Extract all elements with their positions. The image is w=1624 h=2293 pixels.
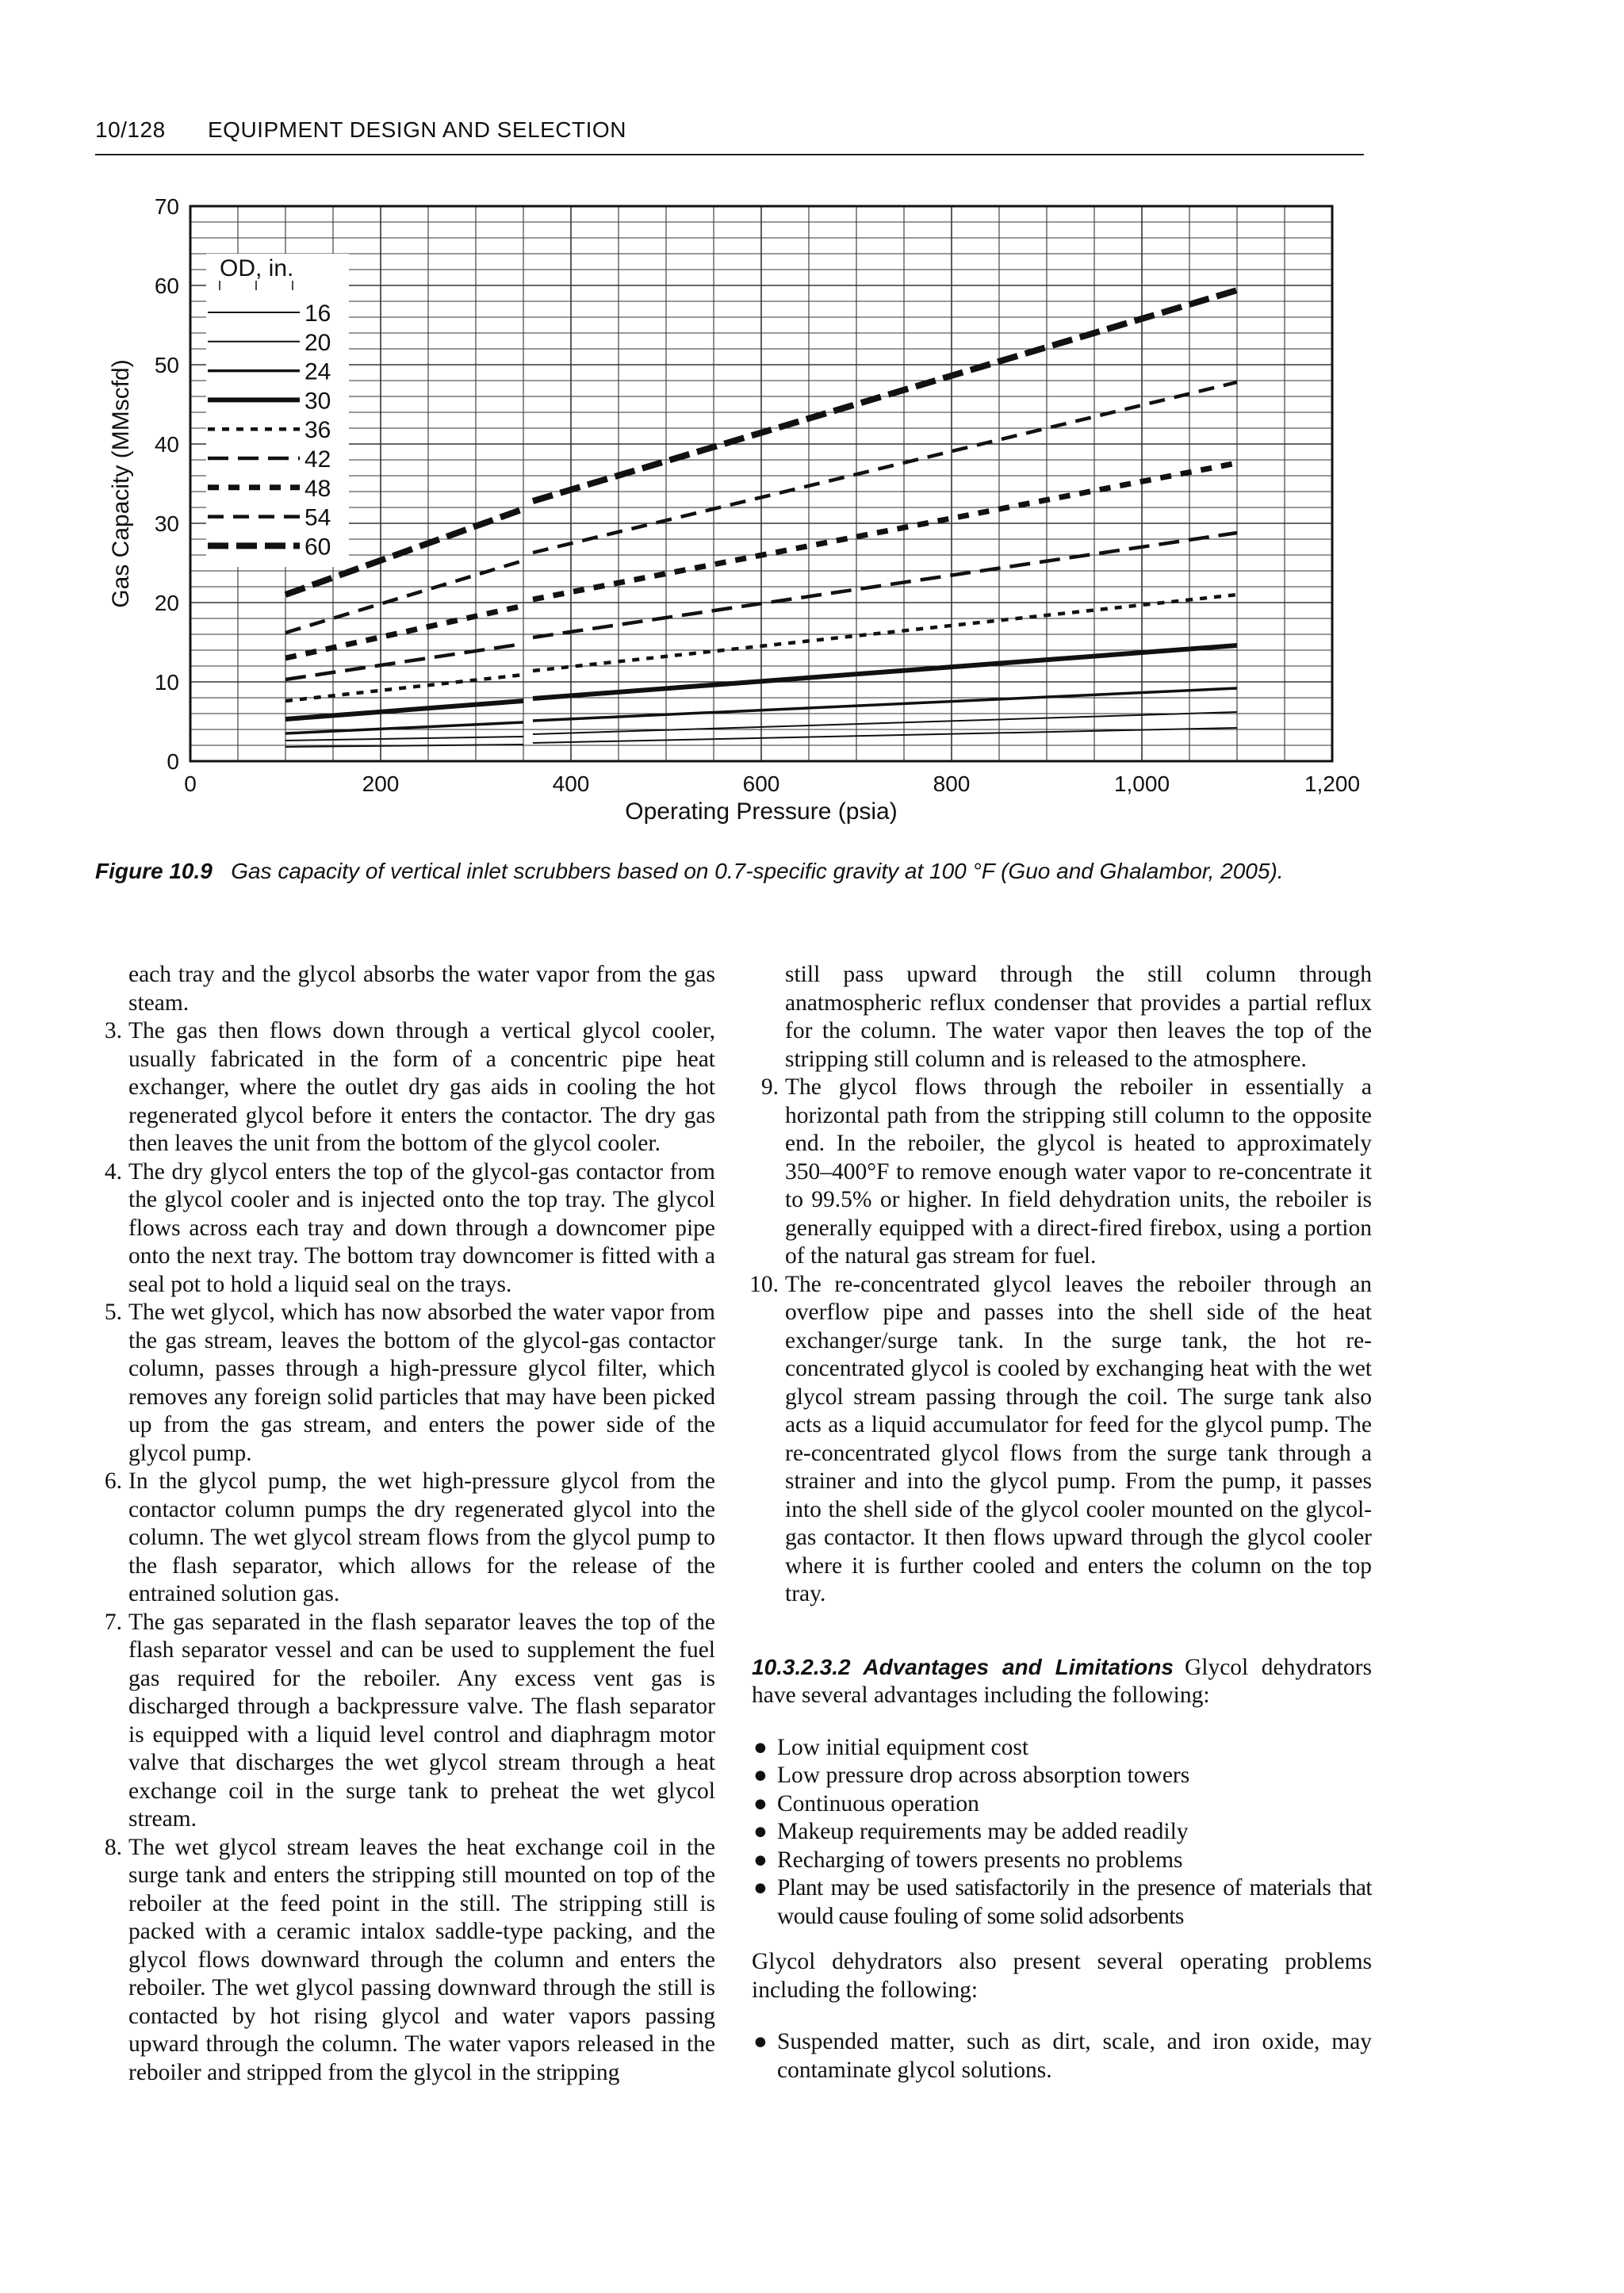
running-title: EQUIPMENT DESIGN AND SELECTION: [208, 117, 626, 142]
y-tick-label: 60: [154, 274, 179, 298]
x-tick-label: 1,000: [1113, 771, 1170, 796]
y-axis-label: Gas Capacity (MMscfd): [108, 359, 134, 608]
list-item-8: [95, 1834, 715, 2088]
y-tick-label: 10: [154, 670, 179, 695]
figure-caption: [95, 856, 1364, 886]
x-tick-label: 0: [184, 771, 197, 796]
list-item: ● Low pressure drop across absorption towers: [752, 1762, 1372, 1790]
list-item: ● Continuous operation: [752, 1790, 1372, 1819]
list-text: The wet glycol, which has now absorbed the water vapor from the gas stream, leaves the bottom of the glycol-gas contactor column, passes through a high-pressure glycol filter, which removes any foreign solid particles that may have been picked up from the gas stream, and enters the power side of the glycol pump.: [128, 1300, 715, 1466]
list-number: 6.: [104, 1468, 122, 1494]
list-text: The dry glycol enters the top of the glycol-gas contactor from the glycol cooler and is injected onto the top tray. The glycol flows across each tray and down through a downcomer pipe onto the next tray. The bottom tray downcomer is fitted with a seal pot to hold a liquid seal on the trays.: [128, 1158, 715, 1297]
x-axis-ticks: [184, 771, 1360, 796]
list-item-5: [95, 1299, 715, 1468]
bullet-icon: ●: [753, 1734, 768, 1760]
section-advantages: [752, 1653, 1372, 1710]
list-number: 5.: [104, 1300, 122, 1325]
problems-intro: Glycol dehydrators also present several operating problems including the following:: [752, 1949, 1372, 2003]
list-item-3: [95, 1017, 715, 1158]
series-line-54: [533, 382, 1237, 553]
bullet-icon: ●: [753, 1790, 768, 1816]
x-axis-label: Operating Pressure (psia): [625, 798, 898, 825]
x-tick-label: 800: [933, 771, 971, 796]
series-line-30: [285, 701, 523, 719]
figure-caption-text: Gas capacity of vertical inlet scrubbers based on 0.7-specific gravity at 100 °F (Guo and Ghalambor, 2005).: [231, 859, 1284, 883]
chart-grid: [190, 206, 1332, 761]
right-column: [749, 961, 1372, 2084]
series-line-60: [533, 290, 1237, 501]
left-intro: each tray and the glycol absorbs the water vapor from the gas steam.: [128, 962, 715, 1016]
y-tick-label: 0: [167, 749, 179, 774]
y-axis-ticks: [155, 194, 179, 774]
page-number: 10/128: [95, 117, 166, 142]
series-line-36: [533, 595, 1237, 671]
bullet-icon: ●: [753, 1847, 768, 1873]
x-tick-label: 1,200: [1304, 771, 1361, 796]
list-text: The re-concentrated glycol leaves the reboiler through an overflow pipe and passes into the shell side of the heat exchanger/surge tank. In the surge tank, the hot re-concentrated glycol is cooled by exchanging heat with the wet glycol stream passing through the coil. The surge tank also acts as a liquid accumulator for feed for the glycol pump. The re-concentrated glycol flows from the surge tank through a strainer and into the glycol pump. From the pump, it passes into the shell side of the glycol cooler mounted on the glycol-gas contactor. It then flows upward through the glycol cooler where it is further cooled and enters the column on the top tray.: [785, 1271, 1372, 1606]
left-column: [95, 961, 715, 2087]
list-number: 9.: [760, 1074, 779, 1100]
series-line-42: [285, 644, 523, 679]
series-line-48: [533, 463, 1237, 599]
chart-legend: [206, 254, 349, 567]
section-text: Glycol dehydrators have several advantages including the following:: [752, 1654, 1372, 1708]
list-number: 8.: [104, 1834, 122, 1860]
bullet-icon: ●: [753, 1819, 768, 1844]
legend-label-30: 30: [304, 388, 331, 415]
x-tick-label: 200: [362, 771, 400, 796]
legend-label-42: 42: [304, 446, 331, 473]
figure-label: Figure 10.9: [95, 859, 213, 883]
list-item-4: [95, 1158, 715, 1300]
list-text: The gas then flows down through a vertical glycol cooler, usually fabricated in the form of a concentric pipe heat exchanger, where the outlet dry gas aids in cooling the hot regenerated glycol before it enters the contactor. The dry gas then leaves the unit from the bottom of the glycol cooler.: [128, 1018, 715, 1156]
list-text: The wet glycol stream leaves the heat exchange coil in the surge tank and enters the stripping still mounted on top of the reboiler at the feed point in the still. The stripping still is packed with a ceramic intalox saddle-type packing, and the glycol flows downward through the column and enters the reboiler. The wet glycol passing downward through the still is contacted by hot rising glycol and water vapors passing upward through the column. The water vapors released in the reboiler and stripped from the glycol in the stripping: [128, 1834, 715, 2085]
list-number: 7.: [104, 1609, 122, 1635]
bullet-icon: ●: [753, 2029, 768, 2054]
list-item-9: [752, 1074, 1372, 1271]
legend-title: OD, in.: [220, 255, 294, 281]
section-heading: 10.3.2.3.2 Advantages and Limitations: [752, 1654, 1174, 1679]
series-line-42: [533, 533, 1237, 637]
series-line-20: [285, 737, 523, 741]
list-item: ● Suspended matter, such as dirt, scale, and iron oxide, may contaminate glycol solutions.: [753, 2029, 1372, 2083]
gas-capacity-chart: [95, 182, 1364, 833]
right-intro: still pass upward through the still column through anatmospheric reflux condenser that provides a partial reflux for the column. The water vapor then leaves the top of the stripping still column and is released to the atmosphere.: [785, 962, 1372, 1072]
running-header: [95, 116, 1364, 155]
y-tick-label: 30: [154, 511, 179, 536]
series-line-36: [285, 675, 523, 701]
list-item-6: [95, 1468, 715, 1609]
legend-label-24: 24: [304, 358, 331, 385]
legend-label-16: 16: [304, 301, 331, 327]
series-line-54: [285, 561, 523, 633]
legend-label-60: 60: [304, 534, 331, 561]
series-line-24: [285, 722, 523, 733]
list-number: 10.: [749, 1271, 779, 1297]
legend-label-36: 36: [304, 417, 331, 444]
legend-label-54: 54: [304, 504, 331, 531]
y-tick-label: 20: [154, 591, 179, 615]
list-number: 4.: [104, 1158, 122, 1185]
bullet-icon: ●: [753, 1875, 768, 1901]
problems-list: [752, 2028, 1372, 2084]
legend-label-20: 20: [304, 329, 331, 356]
list-item: ● Low initial equipment cost: [752, 1734, 1372, 1763]
legend-label-48: 48: [304, 475, 331, 502]
list-item: ● Makeup requirements may be added readily: [752, 1818, 1372, 1847]
list-number: 3.: [104, 1018, 122, 1043]
list-item-7: [95, 1609, 715, 1834]
y-tick-label: 50: [154, 353, 179, 377]
bullet-icon: ●: [753, 1763, 768, 1788]
y-tick-label: 70: [154, 194, 179, 219]
series-line-30: [533, 645, 1237, 699]
list-item: ● Plant may be used satisfactorily in the presence of materials that would cause fouling of some solid adsorbents: [753, 1875, 1372, 1929]
list-text: The gas separated in the flash separator leaves the top of the flash separator vessel and can be used to supplement the fuel gas required for the reboiler. Any excess vent gas is discharged through a backpressure valve. The flash separator is equipped with a liquid level control and diaphragm motor valve that discharges the wet glycol stream through a heat exchange coil in the surge tank to preheat the wet glycol stream.: [128, 1609, 715, 1832]
x-tick-label: 600: [742, 771, 780, 796]
advantages-list: [752, 1734, 1372, 1931]
list-item: ● Recharging of towers presents no problems: [752, 1847, 1372, 1875]
list-item-10: [749, 1271, 1372, 1609]
list-text: The glycol flows through the reboiler in essentially a horizontal path from the stripping still column to the opposite end. In the reboiler, the glycol is heated to approximately 350–400°F to remove enough water vapor to re-concentrate it to 99.5% or higher. In field dehydration units, the reboiler is generally equipped with a direct-fired firebox, using a portion of the natural gas stream for fuel.: [785, 1074, 1372, 1269]
x-tick-label: 400: [552, 771, 590, 796]
y-tick-label: 40: [154, 432, 179, 457]
list-text: In the glycol pump, the wet high-pressure glycol from the contactor column pumps the dry regenerated glycol into the column. The wet glycol stream flows from the glycol pump to the flash separator, which allows for the release of the entrained solution gas.: [128, 1468, 715, 1606]
